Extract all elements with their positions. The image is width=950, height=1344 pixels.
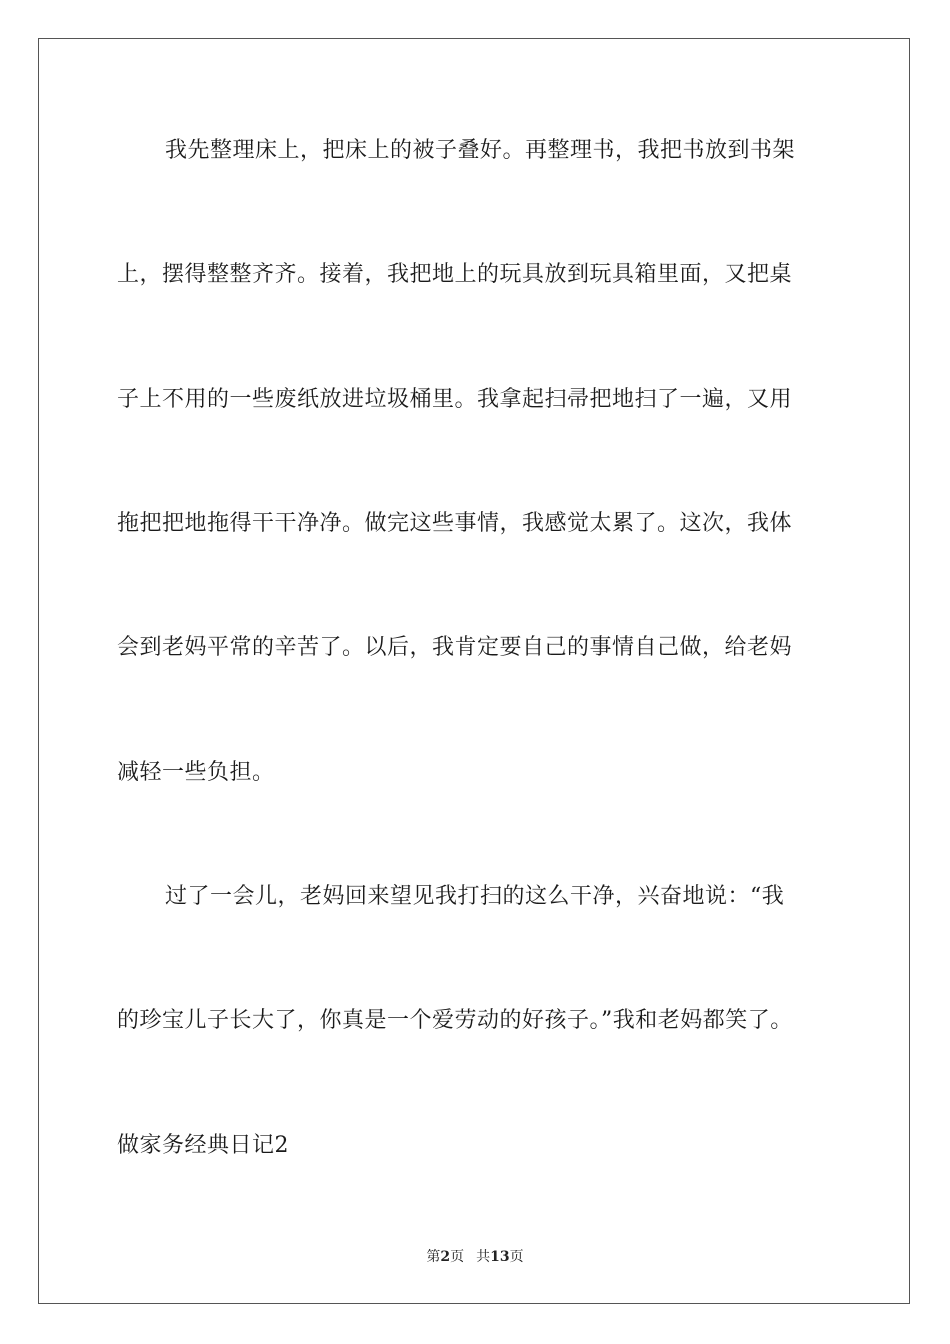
paragraph-1-line-2: 上，摆得整整齐齐。接着，我把地上的玩具放到玩具箱里面，又把桌 <box>117 262 793 287</box>
paragraph-2-line-1: 过了一会儿，老妈回来望见我打扫的这么干净，兴奋地说：“我 <box>165 884 785 909</box>
section-heading: 做家务经典日记2 <box>117 1133 289 1158</box>
paragraph-1-line-6: 减轻一些负担。 <box>117 760 275 785</box>
page-number: 2 <box>440 1249 451 1265</box>
page-footer <box>0 1247 950 1267</box>
paragraph-1-line-5: 会到老妈平常的辛苦了。以后，我肯定要自己的事情自己做，给老妈 <box>117 635 793 660</box>
page-suffix: 页 <box>450 1249 465 1265</box>
paragraph-1-line-4: 拖把把地拖得干干净净。做完这些事情，我感觉太累了。这次，我体 <box>117 511 793 536</box>
page-border <box>38 38 910 1304</box>
paragraph-2-line-2: 的珍宝儿子长大了，你真是一个爱劳动的好孩子。”我和老妈都笑了。 <box>117 1008 793 1033</box>
total-prefix: 共 <box>476 1249 491 1265</box>
paragraph-1-line-1: 我先整理床上，把床上的被子叠好。再整理书，我把书放到书架 <box>165 138 796 163</box>
total-pages: 13 <box>490 1249 510 1265</box>
total-suffix: 页 <box>509 1249 524 1265</box>
page-prefix: 第 <box>426 1249 441 1265</box>
paragraph-1-line-3: 子上不用的一些废纸放进垃圾桶里。我拿起扫帚把地扫了一遍，又用 <box>117 387 793 412</box>
